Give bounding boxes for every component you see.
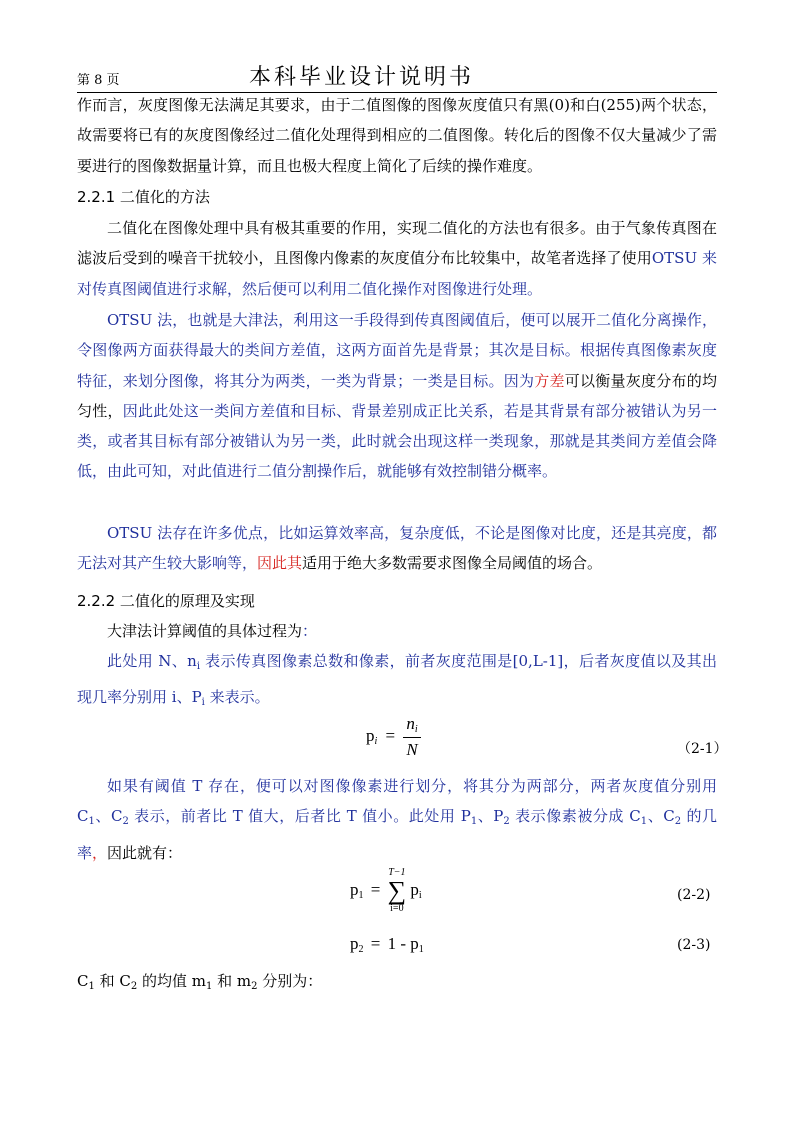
text-run: 表示像素被分成 C: [509, 807, 641, 826]
text-run: 的几率: [77, 807, 718, 862]
equation-number-2-3: (2-3): [677, 937, 711, 953]
equation-2-3: [350, 934, 424, 955]
text-run: OTSU 法，也就是大津法，利用这一手段得到传真图阈值后，便可以展开二值化分离操作，令图像两方面获得最大的类间方差值，这两方面首先是背景；其次是目标。根据传真图像素灰度特征，来划分图像，将其分为两类，一类为背景；一类是目标。因为: [77, 311, 717, 390]
eq-symbol: 1 - p: [387, 934, 419, 953]
text-run: 因此就有：: [107, 843, 183, 862]
paragraph-otsu-description: [77, 305, 717, 487]
eq-symbol: p: [350, 879, 359, 899]
eq-fraction: [403, 714, 420, 760]
paragraph-intro: 作而言，灰度图像无法满足其要求，由于二值图像的图像灰度值只有黑(0)和白(255)两个状态，故需要将已有的灰度图像经过二值化处理得到相应的二值图像。转化后的图像不仅大量减少了需要进行的图像数据量计算，而且也极大程度上简化了后续的操作难度。: [77, 96, 717, 175]
page-header: [77, 58, 717, 93]
text-run: 大津法计算阈值的具体过程为: [107, 622, 303, 640]
eq-equals: =: [370, 934, 381, 953]
equation-number-2-2: (2-2): [677, 887, 711, 903]
text-run: 、C: [647, 807, 675, 826]
document-title: 本科毕业设计说明书: [249, 65, 475, 90]
eq-numerator: [403, 714, 420, 738]
text-run: 如果有阈值 T 存在，便可以对图像像素进行划分，将其分为两部分，两者灰度值分别用 C: [77, 777, 717, 826]
text-run: 和 m: [212, 972, 252, 990]
subscript: 2: [251, 981, 258, 992]
section-heading-2-2-2: 2.2.2 二值化的原理及实现: [77, 592, 255, 610]
paragraph-otsu-process: [77, 616, 717, 646]
eq-subscript: 1: [418, 944, 424, 955]
eq-subscript: i: [418, 889, 422, 901]
text-run: 来表示。: [204, 688, 270, 707]
sigma-icon: ∑: [387, 876, 407, 905]
eq-summation: [388, 868, 407, 914]
subscript: 1: [88, 816, 95, 828]
text-run-black: 灰度分布的均匀性，: [77, 371, 717, 420]
text-run: 适用于绝大多数需要求图像全局阈值的场合。: [302, 554, 603, 573]
text-run: 、P: [477, 807, 504, 826]
eq-symbol: n: [406, 714, 415, 733]
paragraph-binarization-methods: [77, 213, 717, 304]
eq-subscript: i: [414, 724, 418, 735]
paragraph-class-means: [77, 966, 717, 1002]
eq-subscript: i: [374, 735, 378, 747]
subscript: 1: [206, 981, 213, 992]
subscript: 2: [503, 816, 510, 828]
eq-symbol: p: [350, 934, 359, 953]
eq-equals: =: [385, 725, 396, 745]
paragraph-otsu-advantages: [77, 518, 717, 579]
text-run-blue: ：: [302, 622, 318, 640]
equation-number-2-1: （2-1）: [677, 741, 728, 757]
eq-denominator: N: [406, 740, 418, 759]
text-run: 分别为：: [257, 972, 323, 990]
text-run: 的均值 m: [137, 972, 207, 990]
eq-subscript: 2: [358, 944, 364, 955]
section-heading-2-2-1: 2.2.1 二值化的方法: [77, 188, 210, 206]
subscript: i: [201, 697, 205, 709]
equation-2-1: [366, 714, 421, 760]
text-run: C: [77, 972, 89, 990]
eq-lower-limit: i=0: [390, 903, 404, 914]
eq-symbol: p: [410, 879, 419, 899]
subscript: 1: [470, 816, 478, 828]
subscript: 2: [130, 981, 138, 992]
text-run: 表示，前者比 T 值大，后者比 T 值小。此处用 P: [128, 807, 471, 826]
paragraph-notation: [77, 646, 717, 719]
text-run: 表示传真图像素总数和像素，前者灰度范围是[0,L-1]，后者灰度值以及其出现几率分别用 i、P: [77, 652, 717, 707]
eq-symbol: p: [366, 725, 375, 745]
eq-subscript: 1: [358, 889, 364, 901]
subscript: 2: [122, 816, 129, 828]
text-run-black: 可以衡量: [564, 371, 626, 390]
eq-upper-limit: T−1: [388, 867, 406, 878]
text-run: 和 C: [94, 972, 131, 990]
text-run: 此处用 N、n: [107, 652, 197, 670]
text-run-blue: OTSU 法存在许多优点，比如运算效率高，复杂度低，不论是图像对比度，还是其亮度，都无法对其产生较大影响等，: [77, 524, 717, 573]
text-run-red: ，: [92, 843, 108, 862]
subscript: 1: [640, 816, 648, 828]
subscript: 2: [674, 816, 682, 828]
text-run-red: 因此其: [257, 554, 303, 573]
text-run: 二值化在图像处理中具有极其重要的作用，实现二值化的方法也有很多。由于气象传真图在滤波后受到的噪音干扰较小，且图像内像素的灰度值分布比较集中，故笔者选择了使用: [77, 219, 717, 268]
text-run-red: 方差: [534, 371, 565, 390]
text-run-highlight: OTSU 来对传真图阈值进行求解，然后便可以利用二值化操作对图像进行处理。: [77, 249, 717, 298]
page-number: 第 8 页: [77, 73, 120, 88]
equation-2-2: [350, 868, 422, 914]
text-run: 、C: [94, 807, 123, 826]
paragraph-threshold-split: [77, 771, 717, 868]
subscript: i: [196, 661, 201, 672]
text-run: 因此此处这一类间方差值和目标、背景差别成正比关系，若是其背景有部分被错认为另一类，或者其目标有部分被错认为另一类，此时就会出现这样一类现象，那就是其类间方差值会降低，由此可知，对此值进行二值分割操作后，就能够有效控制错分概率。: [77, 401, 717, 481]
eq-equals: =: [370, 879, 381, 899]
subscript: 1: [88, 981, 95, 992]
